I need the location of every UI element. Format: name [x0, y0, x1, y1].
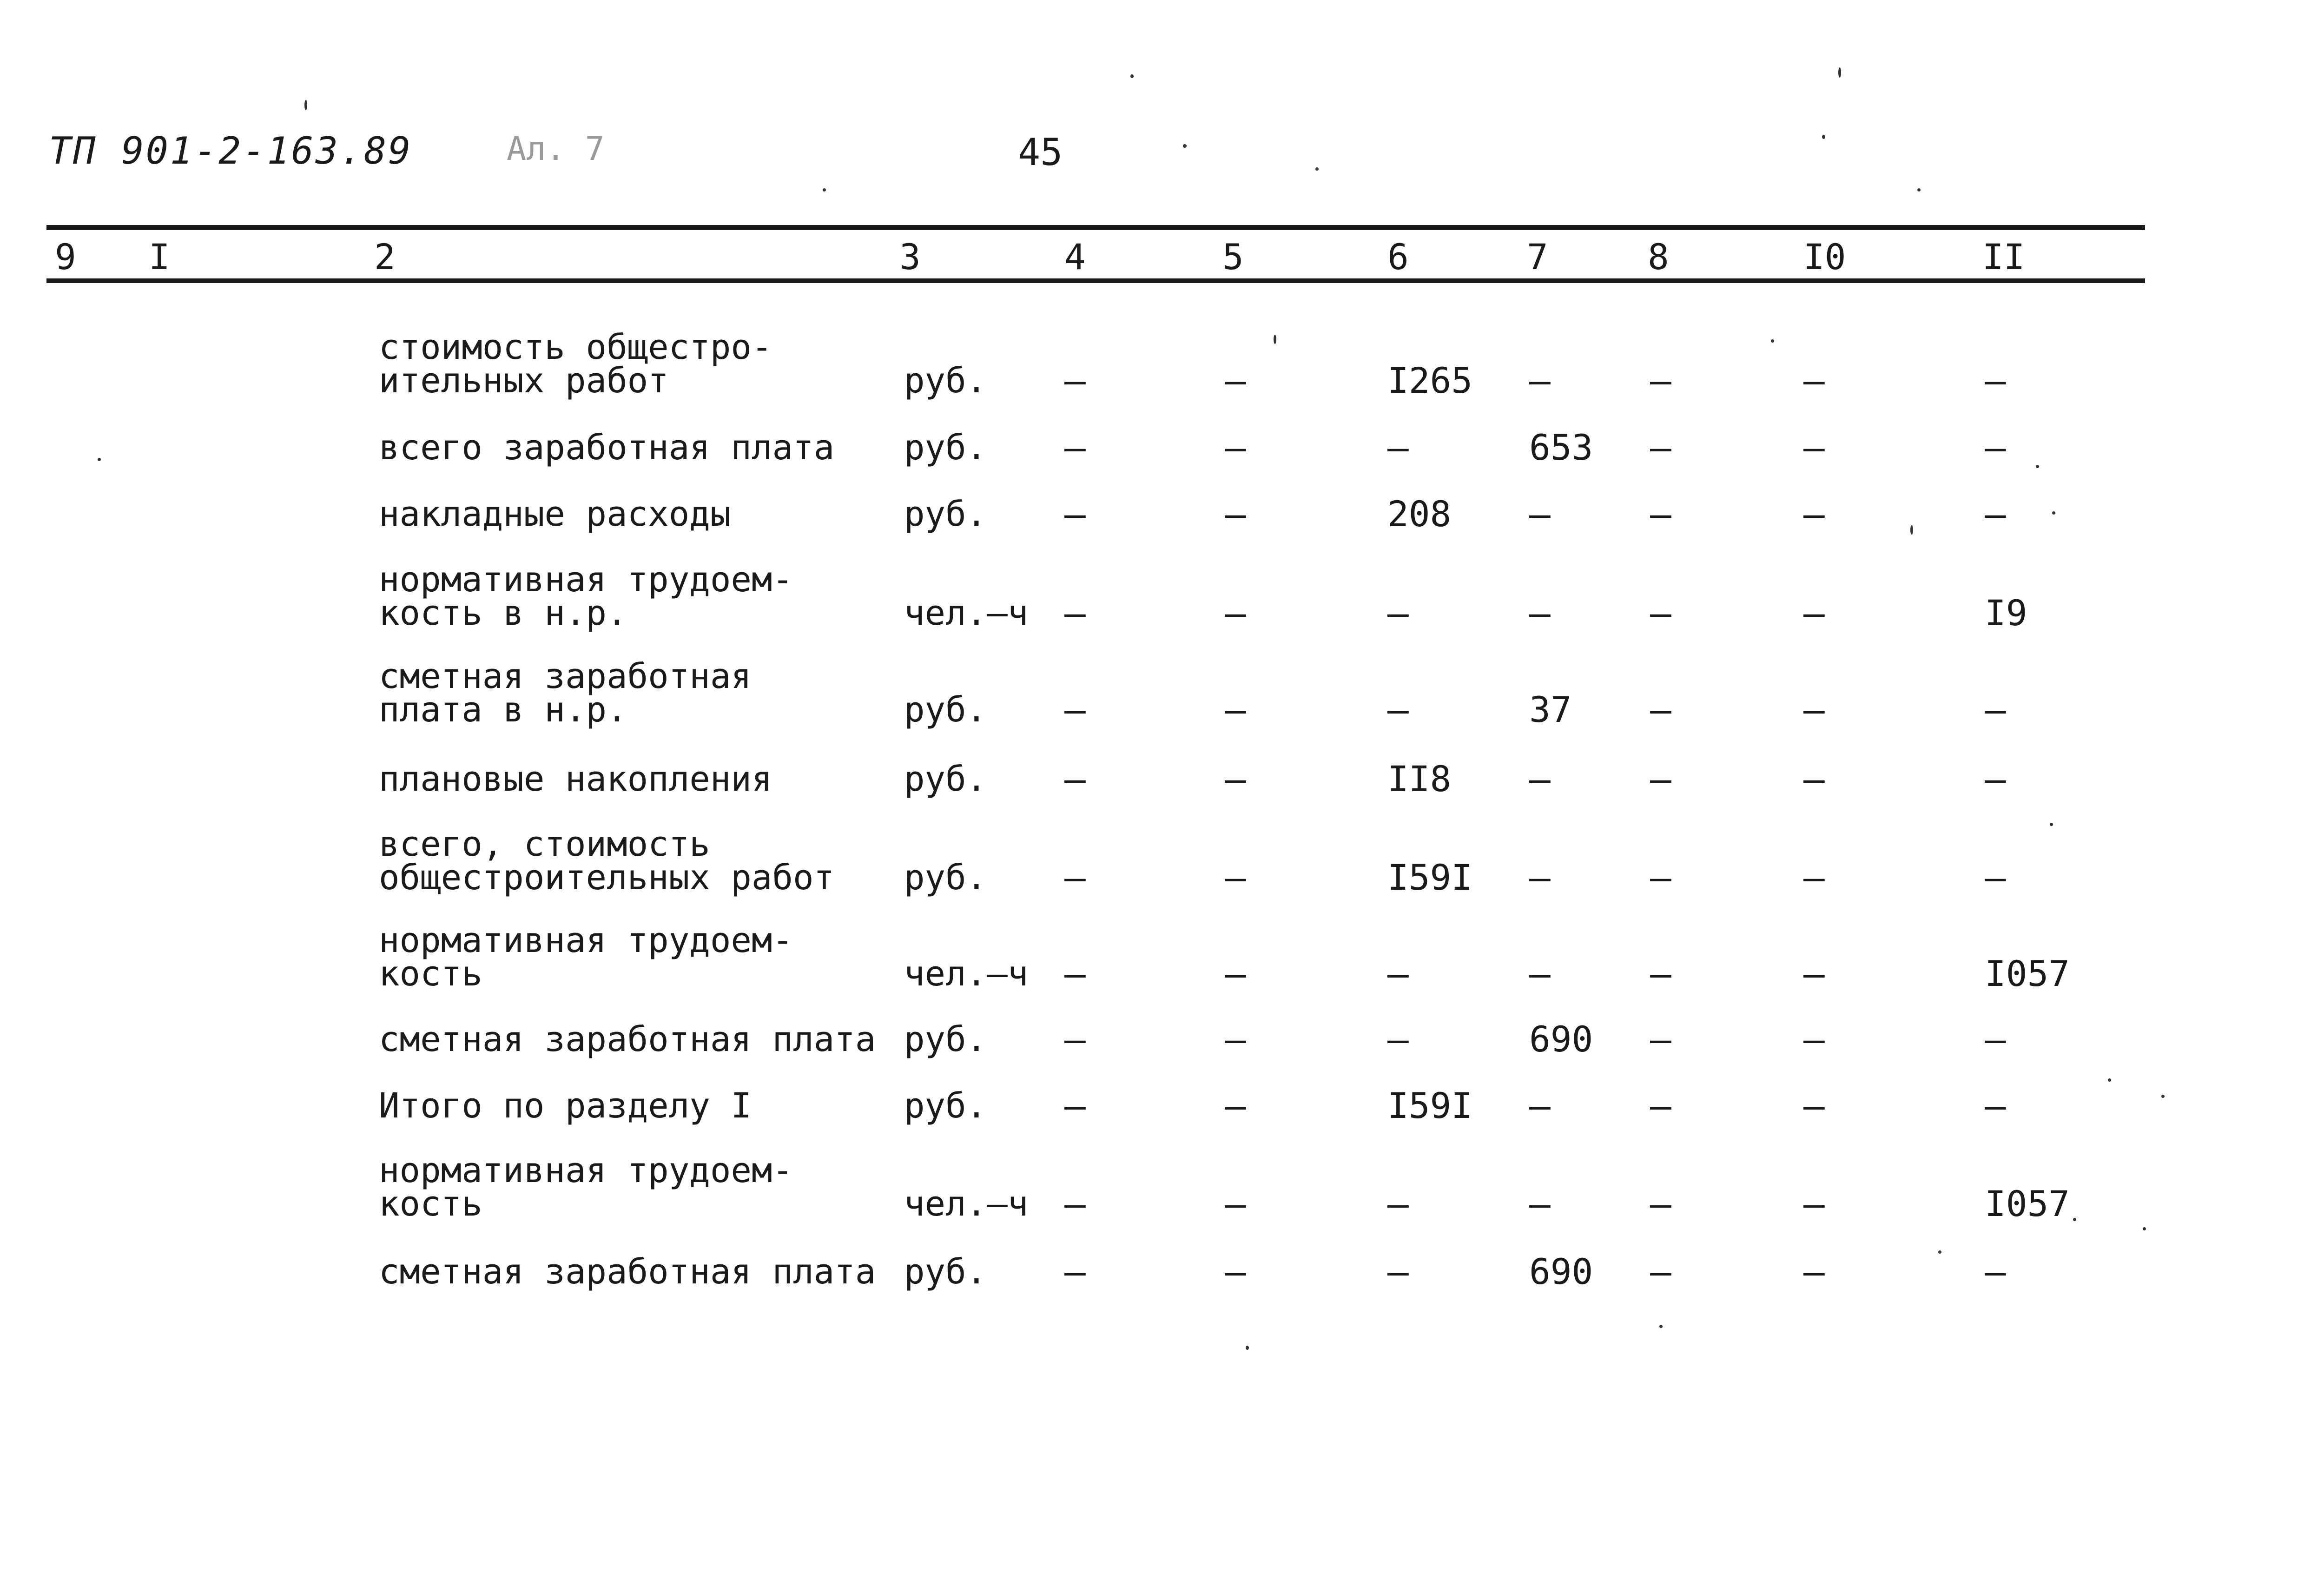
- row-value-c5: –: [1064, 360, 1086, 401]
- row-value-c9: –: [1650, 857, 1671, 898]
- row-value-c6: –: [1225, 758, 1246, 800]
- row-value-c10: –: [1803, 427, 1825, 468]
- column-number-2: 2: [374, 236, 396, 278]
- table-top-rule: [46, 225, 2145, 230]
- table-header-rule: [46, 278, 2145, 283]
- row-value-c11: I9: [1985, 592, 2027, 634]
- document-code: ТП 901-2-163.89: [49, 129, 413, 172]
- row-value-c11: –: [1985, 1085, 2006, 1126]
- row-unit: руб.: [904, 428, 987, 468]
- row-description: всего заработная плата: [379, 428, 835, 468]
- scan-speck: [98, 458, 101, 461]
- row-value-c7: –: [1387, 953, 1409, 994]
- row-value-c6: –: [1225, 592, 1246, 634]
- row-value-c9: –: [1650, 758, 1671, 800]
- row-unit: руб.: [904, 494, 987, 534]
- scan-speck: [304, 100, 307, 110]
- row-description: стоимость общестро- ительных работ: [379, 327, 772, 401]
- scan-speck: [1183, 144, 1187, 148]
- row-value-c7: I265: [1387, 360, 1473, 401]
- row-description: сметная заработная плата: [379, 1252, 876, 1292]
- row-unit: руб.: [904, 361, 987, 401]
- row-value-c5: –: [1064, 427, 1086, 468]
- row-value-c8: –: [1529, 360, 1551, 401]
- row-value-c7: 208: [1387, 493, 1452, 535]
- row-value-c11: –: [1985, 758, 2006, 800]
- scan-speck: [2050, 823, 2053, 826]
- row-description: нормативная трудоем- кость: [379, 1150, 793, 1224]
- scan-speck: [1315, 167, 1319, 171]
- row-description: всего, стоимость общестроительных работ: [379, 824, 835, 898]
- row-value-c8: 690: [1529, 1018, 1593, 1060]
- row-value-c8: 37: [1529, 689, 1572, 730]
- row-value-c6: –: [1225, 1018, 1246, 1060]
- row-value-c9: –: [1650, 1085, 1671, 1126]
- row-value-c7: –: [1387, 1251, 1409, 1292]
- row-value-c8: 653: [1529, 427, 1593, 468]
- column-number-3: 3: [899, 236, 921, 278]
- row-description: нормативная трудоем- кость: [379, 920, 793, 994]
- row-value-c8: –: [1529, 493, 1551, 535]
- row-value-c7: II8: [1387, 758, 1452, 800]
- column-number-1: I: [149, 236, 170, 278]
- row-value-c5: –: [1064, 953, 1086, 994]
- row-value-c6: –: [1225, 493, 1246, 535]
- row-description: накладные расходы: [379, 494, 731, 534]
- column-number-10: I0: [1803, 236, 1846, 278]
- column-number-11: II: [1982, 236, 2025, 278]
- scan-speck: [2143, 1227, 2146, 1230]
- row-value-c8: –: [1529, 758, 1551, 800]
- scan-speck: [1917, 188, 1921, 192]
- row-value-c9: –: [1650, 427, 1671, 468]
- scan-speck: [2036, 465, 2039, 468]
- row-value-c9: –: [1650, 360, 1671, 401]
- row-value-c10: –: [1803, 1251, 1825, 1292]
- row-value-c6: –: [1225, 689, 1246, 730]
- row-value-c11: –: [1985, 1018, 2006, 1060]
- row-value-c11: –: [1985, 493, 2006, 535]
- row-value-c10: –: [1803, 689, 1825, 730]
- row-value-c10: –: [1803, 592, 1825, 634]
- row-value-c5: –: [1064, 493, 1086, 535]
- row-value-c9: –: [1650, 689, 1671, 730]
- row-value-c7: –: [1387, 1018, 1409, 1060]
- row-unit: руб.: [904, 858, 987, 898]
- row-value-c11: –: [1985, 1251, 2006, 1292]
- row-value-c8: –: [1529, 857, 1551, 898]
- row-unit: руб.: [904, 1252, 987, 1292]
- scan-speck: [823, 188, 826, 192]
- row-description: Итого по разделу I: [379, 1086, 752, 1126]
- scan-speck: [1838, 67, 1841, 78]
- row-value-c5: –: [1064, 857, 1086, 898]
- row-description: сметная заработная плата: [379, 1019, 876, 1059]
- scan-speck: [1771, 339, 1774, 343]
- scan-speck: [1659, 1325, 1663, 1328]
- row-value-c9: –: [1650, 953, 1671, 994]
- row-value-c11: I057: [1985, 953, 2070, 994]
- row-value-c10: –: [1803, 1085, 1825, 1126]
- scan-speck: [1910, 525, 1913, 535]
- row-value-c7: –: [1387, 1183, 1409, 1224]
- sheet-label: Ал. 7: [507, 130, 605, 168]
- row-value-c6: –: [1225, 953, 1246, 994]
- row-value-c8: –: [1529, 1183, 1551, 1224]
- row-value-c9: –: [1650, 1183, 1671, 1224]
- column-number-9: 9: [55, 236, 76, 278]
- column-number-5: 5: [1222, 236, 1244, 278]
- row-value-c10: –: [1803, 1183, 1825, 1224]
- row-unit: руб.: [904, 1019, 987, 1059]
- row-value-c5: –: [1064, 1018, 1086, 1060]
- row-value-c7: I59I: [1387, 1085, 1473, 1126]
- row-value-c10: –: [1803, 953, 1825, 994]
- column-number-4: 4: [1064, 236, 1086, 278]
- row-unit: руб.: [904, 1086, 987, 1126]
- row-value-c10: –: [1803, 857, 1825, 898]
- row-value-c5: –: [1064, 1251, 1086, 1292]
- row-value-c5: –: [1064, 1085, 1086, 1126]
- row-value-c11: I057: [1985, 1183, 2070, 1224]
- scan-speck: [1130, 74, 1134, 78]
- scan-speck: [2161, 1095, 2165, 1098]
- row-description: нормативная трудоем- кость в н.р.: [379, 560, 793, 633]
- row-value-c8: –: [1529, 592, 1551, 634]
- row-value-c11: –: [1985, 689, 2006, 730]
- row-value-c5: –: [1064, 1183, 1086, 1224]
- row-value-c7: I59I: [1387, 857, 1473, 898]
- row-value-c7: –: [1387, 427, 1409, 468]
- row-value-c11: –: [1985, 857, 2006, 898]
- row-unit: руб.: [904, 690, 987, 730]
- row-unit: чел.–ч: [904, 593, 1029, 633]
- row-value-c8: –: [1529, 1085, 1551, 1126]
- scan-speck: [2108, 1078, 2111, 1082]
- row-value-c7: –: [1387, 592, 1409, 634]
- row-value-c9: –: [1650, 1018, 1671, 1060]
- scan-speck: [2073, 1218, 2076, 1221]
- row-description: сметная заработная плата в н.р.: [379, 656, 752, 730]
- row-value-c6: –: [1225, 1251, 1246, 1292]
- row-unit: чел.–ч: [904, 954, 1029, 994]
- row-value-c6: –: [1225, 1183, 1246, 1224]
- row-value-c9: –: [1650, 1251, 1671, 1292]
- column-number-6: 6: [1387, 236, 1409, 278]
- scan-speck: [1274, 335, 1276, 344]
- row-value-c8: –: [1529, 953, 1551, 994]
- row-unit: руб.: [904, 759, 987, 799]
- column-number-7: 7: [1527, 236, 1548, 278]
- row-value-c11: –: [1985, 360, 2006, 401]
- row-value-c6: –: [1225, 360, 1246, 401]
- row-description: плановые накопления: [379, 759, 772, 799]
- column-number-8: 8: [1648, 236, 1669, 278]
- row-value-c7: –: [1387, 689, 1409, 730]
- scan-speck: [2052, 511, 2055, 515]
- row-value-c10: –: [1803, 493, 1825, 535]
- row-value-c8: 690: [1529, 1251, 1593, 1292]
- row-value-c10: –: [1803, 1018, 1825, 1060]
- scan-speck: [1246, 1346, 1249, 1350]
- row-value-c10: –: [1803, 360, 1825, 401]
- scan-speck: [1822, 135, 1825, 139]
- row-value-c5: –: [1064, 689, 1086, 730]
- page-number: 45: [1018, 131, 1063, 174]
- row-value-c11: –: [1985, 427, 2006, 468]
- row-value-c6: –: [1225, 427, 1246, 468]
- row-value-c9: –: [1650, 592, 1671, 634]
- scan-speck: [1938, 1250, 1941, 1254]
- row-value-c6: –: [1225, 857, 1246, 898]
- row-value-c10: –: [1803, 758, 1825, 800]
- row-value-c5: –: [1064, 758, 1086, 800]
- row-value-c5: –: [1064, 592, 1086, 634]
- row-value-c6: –: [1225, 1085, 1246, 1126]
- row-unit: чел.–ч: [904, 1184, 1029, 1224]
- row-value-c9: –: [1650, 493, 1671, 535]
